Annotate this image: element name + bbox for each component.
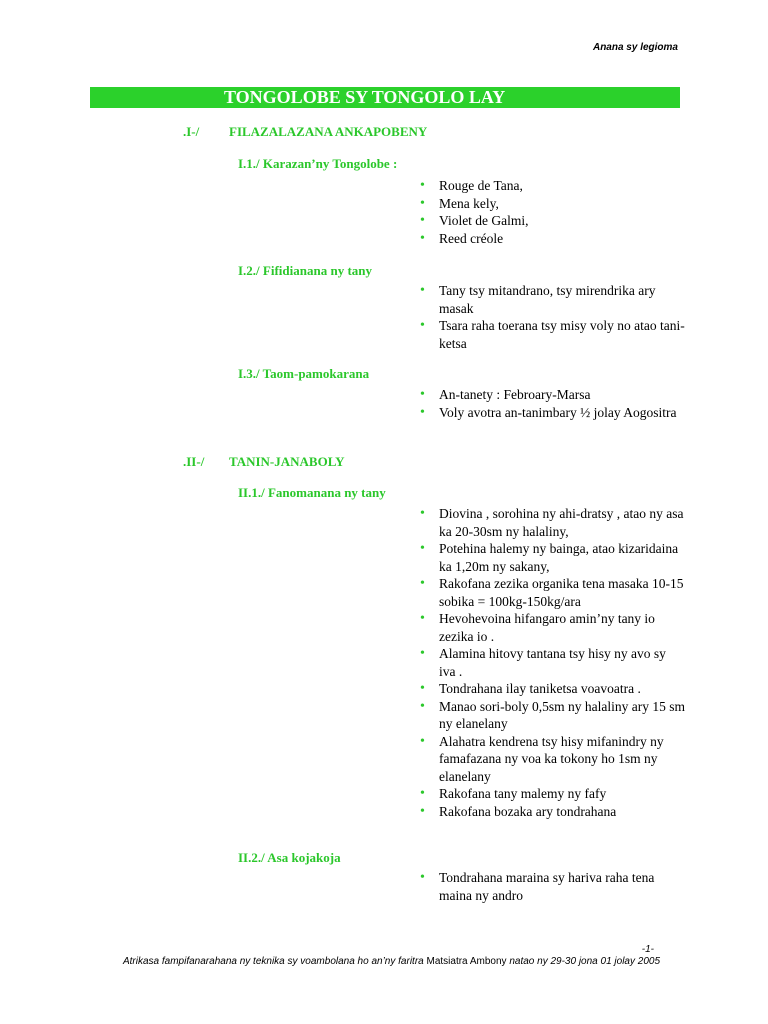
list-item: • An-tanety : Febroary-Marsa <box>420 386 685 404</box>
list-item: • Diovina , sorohina ny ahi-dratsy , atao ny asa ka 20-30sm ny halaliny, <box>420 505 685 540</box>
subsection-1-2-list <box>420 282 685 352</box>
subsection-2-2-heading: II.2./ Asa kojakoja <box>238 850 341 865</box>
section-1-label: FILAZALAZANA ANKAPOBENY <box>229 124 428 139</box>
list-item: • Hevohevoina hifangaro amin’ny tany io zezika io . <box>420 610 685 645</box>
list-item: • Mena kely, <box>420 195 685 213</box>
list-item: • Tany tsy mitandrano, tsy mirendrika ary masak <box>420 282 685 317</box>
section-2-label: TANIN-JANABOLY <box>229 454 345 469</box>
page-number: -1- <box>641 944 654 955</box>
footer-text-c: natao ny 29-30 jona 01 jolay 2005 <box>506 956 660 967</box>
subsection-1-1-heading: I.1./ Karazan’ny Tongolobe : <box>238 156 398 171</box>
list-item: • Reed créole <box>420 230 685 248</box>
list-item: • Tondrahana ilay taniketsa voavoatra . <box>420 680 685 698</box>
list-item: • Violet de Galmi, <box>420 212 685 230</box>
list-item: • Tsara raha toerana tsy misy voly no atao tani-ketsa <box>420 317 685 352</box>
section-1-number: .I-/ <box>183 124 200 139</box>
list-item: • Alahatra kendrena tsy hisy mifanindry ny famafazana ny voa ka tokony ho 1sm ny elanelany <box>420 733 685 786</box>
subsection-1-3-heading: I.3./ Taom-pamokarana <box>238 366 370 381</box>
list-item: • Rakofana bozaka ary tondrahana <box>420 803 685 821</box>
subsection-1-1-list <box>420 177 685 247</box>
footer-text <box>100 956 660 968</box>
list-item: • Voly avotra an-tanimbary ½ jolay Aogositra <box>420 404 685 422</box>
subsection-2-1-list <box>420 505 685 820</box>
list-item: • Rouge de Tana, <box>420 177 685 195</box>
list-item: • Potehina halemy ny bainga, atao kizaridaina ka 1,20m ny sakany, <box>420 540 685 575</box>
list-item: • Rakofana tany malemy ny fafy <box>420 785 685 803</box>
footer-text-region: Matsiatra Ambony <box>426 956 507 967</box>
list-item: • Alamina hitovy tantana tsy hisy ny avo sy iva . <box>420 645 685 680</box>
section-2-number: .II-/ <box>183 454 205 469</box>
list-item: • Rakofana zezika organika tena masaka 10-15 sobika = 100kg-150kg/ara <box>420 575 685 610</box>
footer-text-a: Atrikasa fampifanarahana ny teknika sy voambolana ho an’ny faritra <box>122 956 427 967</box>
title-bar <box>90 87 680 108</box>
list-item: • Manao sori-boly 0,5sm ny halaliny ary 15 sm ny elanelany <box>420 698 685 733</box>
subsection-1-3-list <box>420 386 685 421</box>
list-item: • Tondrahana maraina sy hariva raha tena maina ny andro <box>420 869 685 904</box>
header-note: Anana sy legioma <box>592 42 678 53</box>
page-title: TONGOLOBE SY TONGOLO LAY <box>224 87 506 107</box>
subsection-2-1-heading: II.1./ Fanomanana ny tany <box>238 485 386 500</box>
subsection-2-2-list <box>420 869 685 904</box>
subsection-1-2-heading: I.2./ Fifidianana ny tany <box>238 263 373 278</box>
